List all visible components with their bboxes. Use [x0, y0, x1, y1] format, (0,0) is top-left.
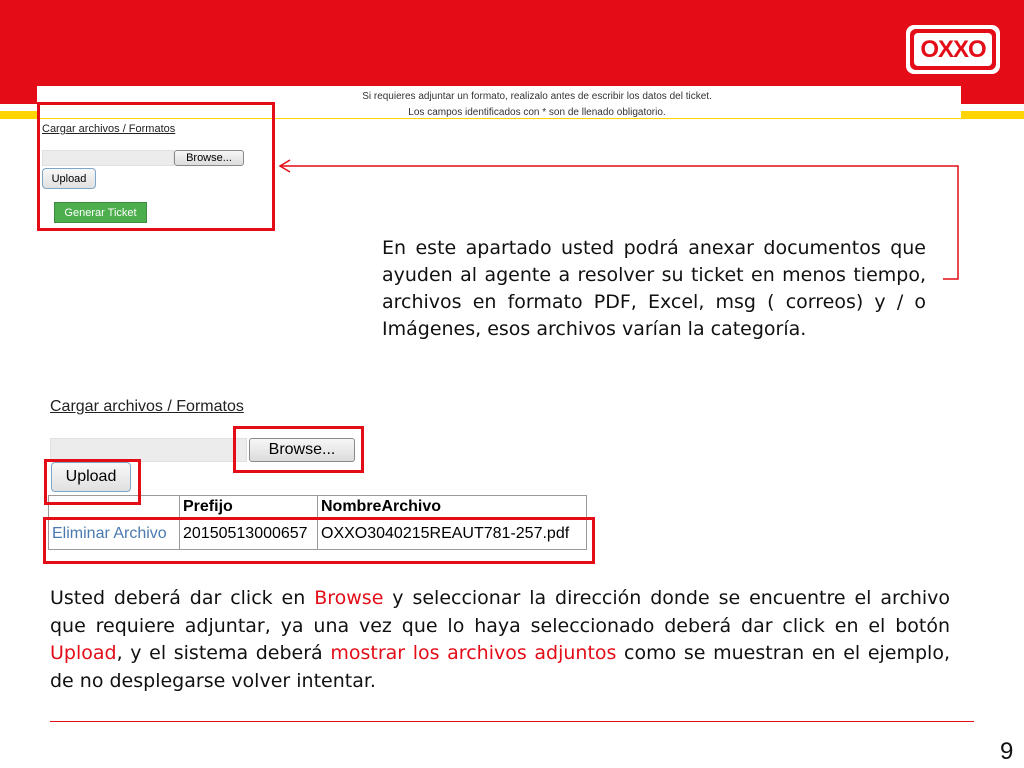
highlight-phrase: mostrar los archivos adjuntos	[330, 642, 617, 664]
generate-ticket-button[interactable]: Generar Ticket	[54, 202, 147, 223]
highlight-box-upload	[44, 459, 141, 505]
table-header-prefix: Prefijo	[180, 496, 318, 519]
instruction-line-2: Los campos identificados con * son de llenado obligatorio.	[408, 107, 666, 118]
page-number: 9	[1000, 738, 1014, 765]
highlight-box-browse	[233, 426, 364, 473]
file-prefix: 20150513000657	[180, 519, 318, 550]
oxxo-logo	[906, 25, 1000, 74]
upload-button-large[interactable]: Upload	[51, 462, 131, 492]
browse-keyword: Browse	[314, 587, 384, 609]
bottom-instructions: Usted deberá dar click en Browse y seleccionar la dirección donde se encuentre el archivo que requiere adjuntar, ya una vez que lo haya seleccionado deberá dar click en el botón Upload, y el sistema deberá mostrar los archivos adjuntos como se muestran en el ejemplo, de no desplegarse volver intentar.	[50, 587, 951, 692]
table-header-filename: NombreArchivo	[318, 496, 587, 519]
delete-file-link[interactable]: Eliminar Archivo	[49, 519, 180, 550]
logo-text: OXXO	[914, 33, 992, 66]
highlight-box-file-row	[43, 517, 595, 564]
footer-divider	[50, 721, 974, 722]
arrow-left-icon	[280, 160, 290, 172]
upload-button-small[interactable]: Upload	[42, 168, 96, 189]
upload-files-link-large[interactable]: Cargar archivos / Formatos	[50, 398, 244, 415]
upload-keyword: Upload	[50, 642, 117, 664]
browse-button-small[interactable]: Browse...	[174, 150, 244, 166]
browse-button-large[interactable]: Browse...	[249, 438, 355, 462]
upload-files-link-small[interactable]: Cargar archivos / Formatos	[42, 123, 176, 135]
highlight-box-small-form	[37, 102, 275, 231]
callout-description: En este apartado usted podrá anexar documentos que ayuden al agente a resolver su ticket en menos tiempo, archivos en formato PDF, Excel, msg ( correos) y / o Imágenes, esos archivos varían la categoría.	[382, 237, 926, 340]
file-name: OXXO3040215REAUT781-257.pdf	[318, 519, 587, 550]
instruction-line-1: Si requieres adjuntar un formato, realizalo antes de escribir los datos del ticket.	[362, 91, 712, 102]
